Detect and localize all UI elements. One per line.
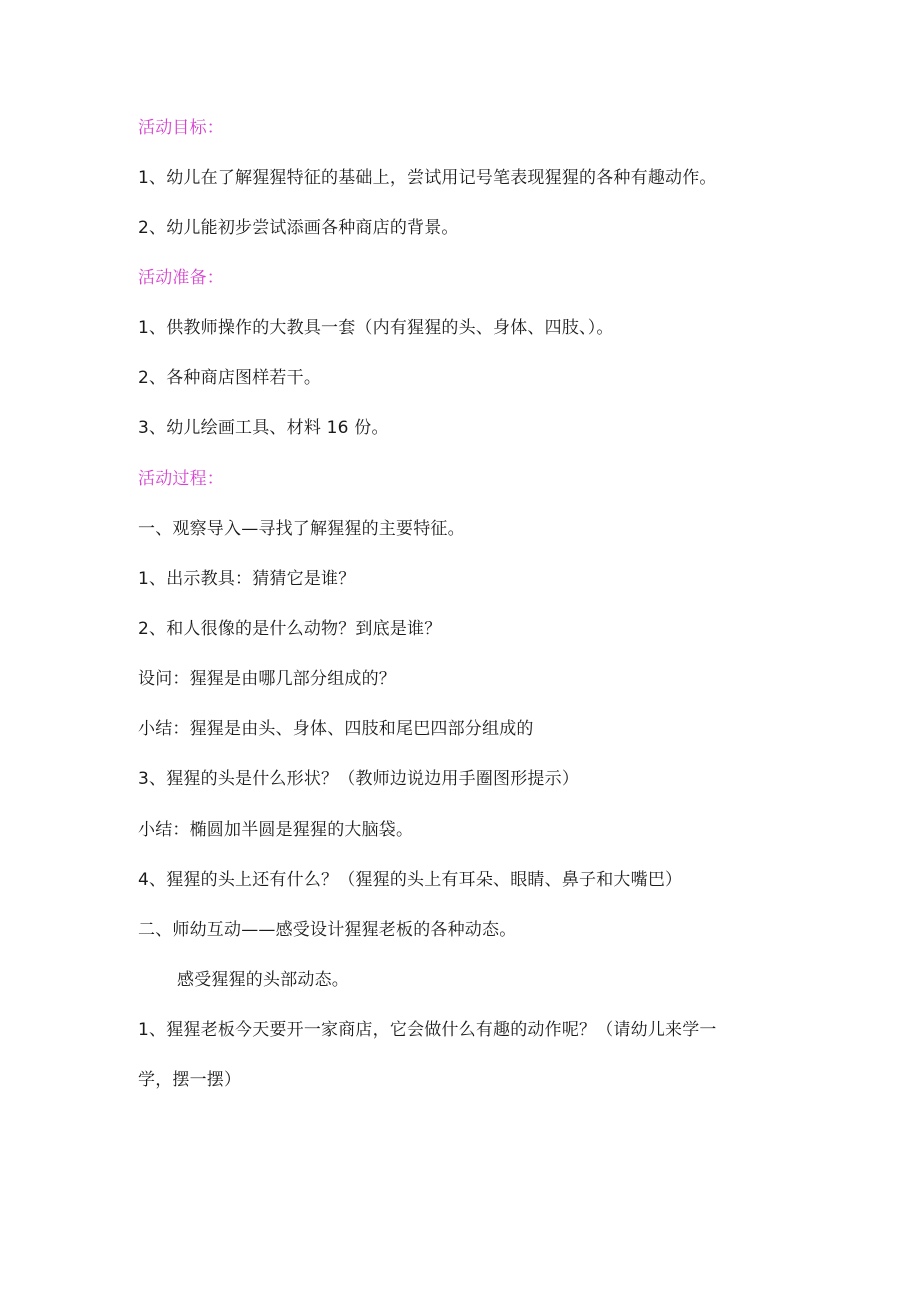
process-question: 设问：猩猩是由哪几部分组成的？ [138,669,396,689]
process-item: 2、和人很像的是什么动物？到底是谁？ [138,619,442,639]
process-summary: 小结：猩猩是由头、身体、四肢和尾巴四部分组成的 [138,719,534,739]
process-item: 1、出示教具：猜猜它是谁？ [138,569,356,589]
process-item: 4、猩猩的头上还有什么？（猩猩的头上有耳朵、眼睛、鼻子和大嘴巴） [138,870,683,890]
preparation-item-3: 3、幼儿绘画工具、材料 16 份。 [138,418,389,438]
process-item-continued: 学，摆一摆） [138,1070,242,1090]
process-subtitle: 感受猩猩的头部动态。 [177,970,349,990]
section-heading-process: 活动过程： [138,469,224,489]
process-step-2-title: 二、师幼互动——感受设计猩猩老板的各种动态。 [138,920,517,940]
preparation-item-2: 2、各种商店图样若干。 [138,368,322,388]
section-heading-goals: 活动目标： [138,118,224,138]
preparation-item-1: 1、供教师操作的大教具一套（内有猩猩的头、身体、四肢、）。 [138,318,614,338]
process-summary: 小结：椭圆加半圆是猩猩的大脑袋。 [138,820,414,840]
goal-item-2: 2、幼儿能初步尝试添画各种商店的背景。 [138,218,459,238]
section-heading-preparation: 活动准备： [138,268,224,288]
goal-item-1: 1、幼儿在了解猩猩特征的基础上，尝试用记号笔表现猩猩的各种有趣动作。 [138,168,717,188]
process-item: 1、猩猩老板今天要开一家商店，它会做什么有趣的动作呢？（请幼儿来学一 [138,1020,717,1040]
process-item: 3、猩猩的头是什么形状？（教师边说边用手圈图形提示） [138,769,580,789]
process-step-1-title: 一、观察导入—寻找了解猩猩的主要特征。 [138,519,465,539]
